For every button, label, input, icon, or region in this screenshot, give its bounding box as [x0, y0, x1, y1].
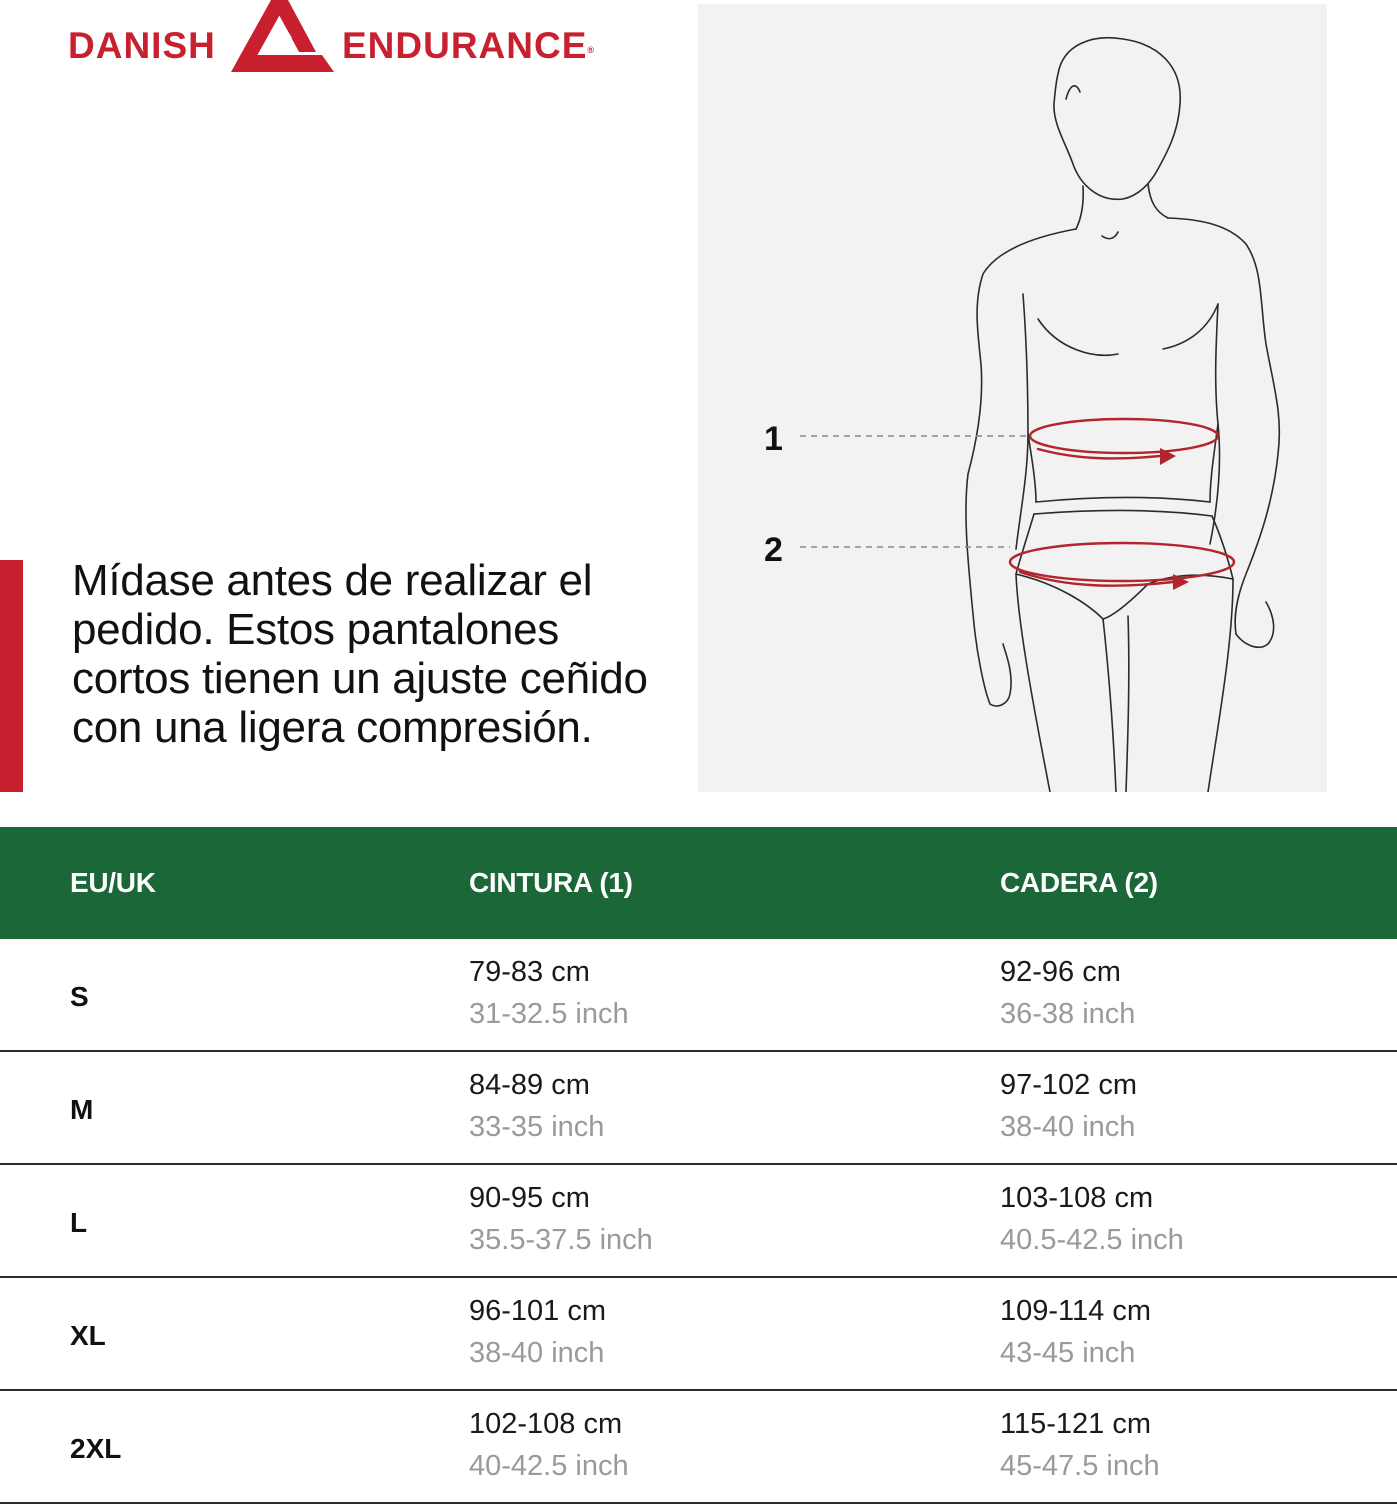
table-row	[0, 1165, 1397, 1278]
waist-cell	[469, 1407, 629, 1483]
header-size: EU/UK	[70, 867, 156, 898]
brand-mountain-icon	[226, 0, 336, 76]
size-table-body	[0, 939, 1397, 1504]
size-label: M	[70, 1094, 94, 1125]
waist-cm: 79-83 cm	[469, 956, 590, 988]
table-row	[0, 1391, 1397, 1504]
hip-inch: 40.5-42.5 inch	[1000, 1224, 1184, 1256]
brand-name-left: DANISH	[68, 25, 216, 66]
size-table-header	[0, 827, 1397, 939]
measurement-figure	[698, 4, 1327, 792]
table-row	[0, 939, 1397, 1052]
intro-text: Mídase antes de realizar el pedido. Estos pantalones cortos tienen un ajuste ceñido con una ligera compresión.	[72, 556, 648, 752]
registered-mark: ®	[587, 45, 596, 55]
header-waist: CINTURA (1)	[469, 867, 633, 898]
hip-inch: 36-38 inch	[1000, 998, 1136, 1030]
hip-cell	[1000, 1294, 1151, 1370]
waist-inch: 38-40 inch	[469, 1337, 605, 1369]
size-label: S	[70, 981, 89, 1012]
hip-cm: 109-114 cm	[1000, 1295, 1151, 1327]
hip-inch: 43-45 inch	[1000, 1337, 1136, 1369]
size-label: 2XL	[70, 1433, 122, 1464]
waist-cell	[469, 1068, 604, 1144]
accent-bar	[0, 560, 23, 792]
waist-cell	[469, 1181, 653, 1257]
brand-name-right: ENDURANCE®	[342, 25, 596, 66]
hip-inch: 38-40 inch	[1000, 1111, 1136, 1143]
waist-inch: 40-42.5 inch	[469, 1450, 629, 1482]
waist-inch: 35.5-37.5 inch	[469, 1224, 653, 1256]
table-row	[0, 1052, 1397, 1165]
hip-cm: 103-108 cm	[1000, 1182, 1154, 1214]
hip-cm: 115-121 cm	[1000, 1408, 1151, 1440]
hip-cell	[1000, 1181, 1184, 1257]
table-row	[0, 1278, 1397, 1391]
hip-cell	[1000, 955, 1135, 1031]
brand-logo	[68, 0, 608, 80]
waist-cm: 96-101 cm	[469, 1295, 607, 1327]
size-label: L	[70, 1207, 88, 1238]
waist-inch: 33-35 inch	[469, 1111, 605, 1143]
waist-cell	[469, 1294, 606, 1370]
waist-cm: 90-95 cm	[469, 1182, 590, 1214]
hip-cm: 92-96 cm	[1000, 956, 1121, 988]
hip-cell	[1000, 1407, 1160, 1483]
header-hip: CADERA (2)	[1000, 867, 1158, 898]
hip-inch: 45-47.5 inch	[1000, 1450, 1160, 1482]
body-outline-illustration	[698, 4, 1327, 792]
marker-hip: 2	[764, 531, 783, 569]
waist-cell	[469, 955, 629, 1031]
waist-cm: 102-108 cm	[469, 1408, 623, 1440]
marker-waist: 1	[764, 420, 783, 458]
hip-cell	[1000, 1068, 1137, 1144]
hip-cm: 97-102 cm	[1000, 1069, 1138, 1101]
size-label: XL	[70, 1320, 106, 1351]
waist-inch: 31-32.5 inch	[469, 998, 629, 1030]
waist-cm: 84-89 cm	[469, 1069, 590, 1101]
